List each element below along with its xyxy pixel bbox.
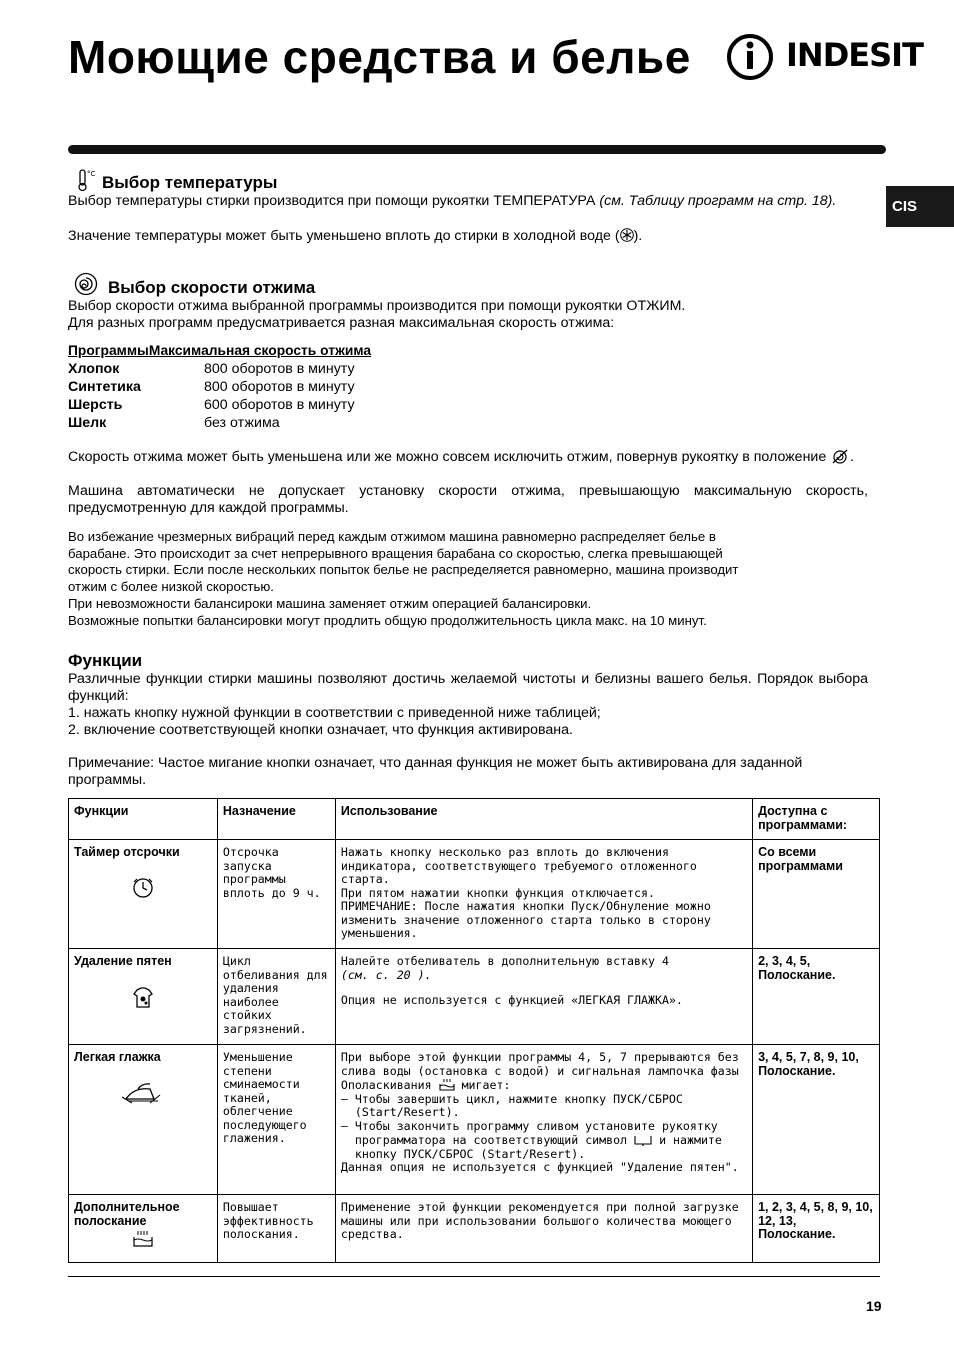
table-header-row [69, 799, 880, 840]
temperature-line2 [68, 228, 888, 245]
balancing-line: Возможные попытки балансировки могут продлить общую продолжительность цикла макс. на 10 минут. [68, 612, 707, 628]
balancing-line: скорость стирки. Если после нескольких попыток белье не распределяется равномерно, машина производит [68, 562, 739, 578]
usage-line: Опция не используется с функцией «ЛЕГКАЯ ГЛАЖКА». [340, 993, 683, 1007]
function-cell [69, 840, 218, 949]
temperature-line1: Выбор температуры стирки производится при помощи рукоятки ТЕМПЕРАТУРА [68, 193, 596, 209]
usage-line [341, 955, 747, 982]
functions-step2: 2. включение соответствующей кнопки означает, что функция активирована. [68, 722, 573, 738]
spin-row-program: Хлопок [68, 361, 120, 377]
page-number: 19 [866, 1298, 882, 1314]
usage-line: – Чтобы завершить цикл, нажмите кнопку ПУСК/СБРОС (Start/Resert). [340, 1091, 683, 1119]
table-row [69, 1195, 880, 1263]
balancing-line: барабане. Это происходит за счет непрерывного вращения барабана со скоростью, слегка превышающей [68, 545, 723, 561]
balancing-line: отжим с более низкой скоростью. [68, 579, 274, 595]
spin-row-program: Шелк [68, 415, 107, 431]
functions-intro: Различные функции стирки машины позволяют достичь желаемой чистоты и белизны вашего белья. Порядок выбора функций: [68, 671, 868, 704]
programs-cell: 3, 4, 5, 7, 8, 9, 10, Полоскание. [753, 1045, 880, 1195]
brand-name: INDESIT [786, 36, 923, 74]
usage-ref: (см. с. 20 ). [340, 967, 432, 982]
function-cell [69, 1045, 218, 1195]
temperature-line2-end: ). [633, 228, 643, 244]
purpose-cell: Цикл отбеливания для удаления наиболее стойких загрязнений. [217, 949, 335, 1045]
snowflake-icon [620, 228, 634, 242]
page-title: Моющие средства и белье [68, 31, 691, 83]
spin-row-program: Синтетика [68, 379, 141, 395]
rinse-icon [439, 1078, 455, 1091]
spin-row [68, 378, 371, 396]
header-cell: Доступна с программами: [753, 799, 880, 840]
delay-timer-icon [130, 876, 156, 900]
spin-line2: Для разных программ предусматривается разная максимальная скорость отжима: [68, 315, 615, 331]
temperature-heading: Выбор температуры [102, 173, 278, 192]
spin-speed-table [68, 342, 371, 432]
no-spin-icon [830, 448, 850, 464]
usage-cell: Нажать кнопку несколько раз вплоть до включения индикатора, соответствующего требуемого отложенного старта. При пятом нажатии кнопки функция отключается. ПРИМЕЧАНИЕ: После нажатия кнопки Пуск/Обнуление можно изменить значение отложенного старта только в сторону уменьшения. [335, 840, 752, 949]
balancing-line: Во избежание чрезмерных вибраций перед каждым отжимом машина равномерно распределяет белье в [68, 529, 716, 544]
function-name: Таймер отсрочки [74, 845, 180, 859]
usage-cell [335, 1045, 752, 1195]
header-divider [68, 145, 886, 154]
functions-heading: Функции [68, 651, 143, 670]
temperature-text [68, 193, 868, 210]
brand-logo [726, 32, 923, 82]
spin-para2: Машина автоматически не допускает установку скорости отжима, превышающую максимальную скорость, предусмотренную для каждой программы. [68, 483, 868, 516]
purpose-cell: Повышает эффективность полоскания. [217, 1195, 335, 1263]
spin-para1-end: . [850, 449, 855, 465]
header-cell: Функции [69, 799, 218, 840]
spin-row-program: Шерсть [68, 397, 123, 413]
usage-text: мигает: [461, 1078, 511, 1092]
spin-row-speed: без отжима [204, 415, 280, 431]
spin-row-speed: 800 оборотов в минуту [204, 379, 355, 395]
functions-table [68, 798, 880, 1263]
usage-text: и нажмите кнопку ПУСК/СБРОС (Start/Resert). [354, 1133, 722, 1161]
spin-icon [74, 272, 98, 301]
balancing-line: При невозможности балансироки машина заменяет отжим операцией балансировки. [68, 595, 592, 611]
programs-cell: Со всеми программами [753, 840, 880, 949]
extra-rinse-icon [132, 1230, 154, 1248]
spin-para1 [68, 448, 868, 466]
table-row [69, 1045, 880, 1195]
table-row [69, 949, 880, 1045]
function-cell [69, 1195, 218, 1263]
usage-text: Налейте отбеливатель в дополнительную вставку 4 [340, 954, 669, 968]
stain-removal-icon [130, 985, 156, 1011]
spin-para1-text: Скорость отжима может быть уменьшена или же можно совсем исключить отжим, повернув рукоятку в положение [68, 449, 827, 465]
function-name: Дополнительное полоскание [74, 1200, 180, 1228]
spin-table-header [68, 342, 371, 360]
usage-cell [335, 949, 752, 1045]
function-name: Удаление пятен [74, 954, 172, 968]
header-cell: Использование [335, 799, 752, 840]
drain-icon [634, 1133, 652, 1146]
spin-row [68, 360, 371, 378]
usage-text: – Чтобы закончить программу сливом установите рукоятку программатора на соответствующий символ [340, 1118, 718, 1147]
spin-header-programs: Программы [68, 343, 149, 358]
svg-text:°C: °C [87, 170, 96, 178]
temperature-ref: (см. Таблицу программ на стр. 18). [599, 193, 837, 209]
spin-line1: Выбор скорости отжима выбранной программы производится при помощи рукоятки ОТЖИМ. [68, 298, 686, 314]
usage-line: Данная опция не используется с функцией "Удаление пятен". [340, 1160, 739, 1174]
functions-note: Примечание: Частое мигание кнопки означает, что данная функция не может быть активирована для заданной программы. [68, 755, 803, 788]
programs-cell: 2, 3, 4, 5, Полоскание. [753, 949, 880, 1045]
header-cell: Назначение [217, 799, 335, 840]
spin-row-speed: 800 оборотов в минуту [204, 361, 355, 377]
balancing-note [68, 529, 888, 629]
usage-line [341, 1120, 747, 1162]
footer-divider [68, 1276, 880, 1277]
easy-iron-icon [120, 1081, 166, 1107]
spin-row [68, 396, 371, 414]
usage-cell: Применение этой функции рекомендуется при полной загрузке машины или при использовании большого количества моющего средства. [335, 1195, 752, 1263]
purpose-cell: Уменьшение степени сминаемости тканей, облегчение последующего глажения. [217, 1045, 335, 1195]
functions-step1: 1. нажать кнопку нужной функции в соответствии с приведенной ниже таблицей; [68, 705, 601, 721]
usage-text: При выборе этой функции программы 4, 5, 7 прерываются без слива воды (остановка с водой) и сигнальная лампочка фазы Ополаскивания [340, 1050, 739, 1092]
function-name: Легкая глажка [74, 1050, 161, 1064]
language-tab: CIS [886, 186, 954, 227]
spin-heading: Выбор скорости отжима [108, 278, 316, 297]
function-cell [69, 949, 218, 1045]
purpose-cell: Отсрочка запуска программы вплоть до 9 ч. [217, 840, 335, 949]
programs-cell: 1, 2, 3, 4, 5, 8, 9, 10, 12, 13, Полоскание. [753, 1195, 880, 1263]
spin-row-speed: 600 оборотов в минуту [204, 397, 355, 413]
temperature-line2-text: Значение температуры может быть уменьшено вплоть до стирки в холодной воде ( [68, 228, 620, 244]
indesit-logo-icon [726, 32, 778, 82]
spin-row [68, 414, 371, 432]
spin-header-speed: Максимальная скорость отжима [148, 343, 372, 358]
usage-line [341, 1051, 747, 1093]
table-row [69, 840, 880, 949]
